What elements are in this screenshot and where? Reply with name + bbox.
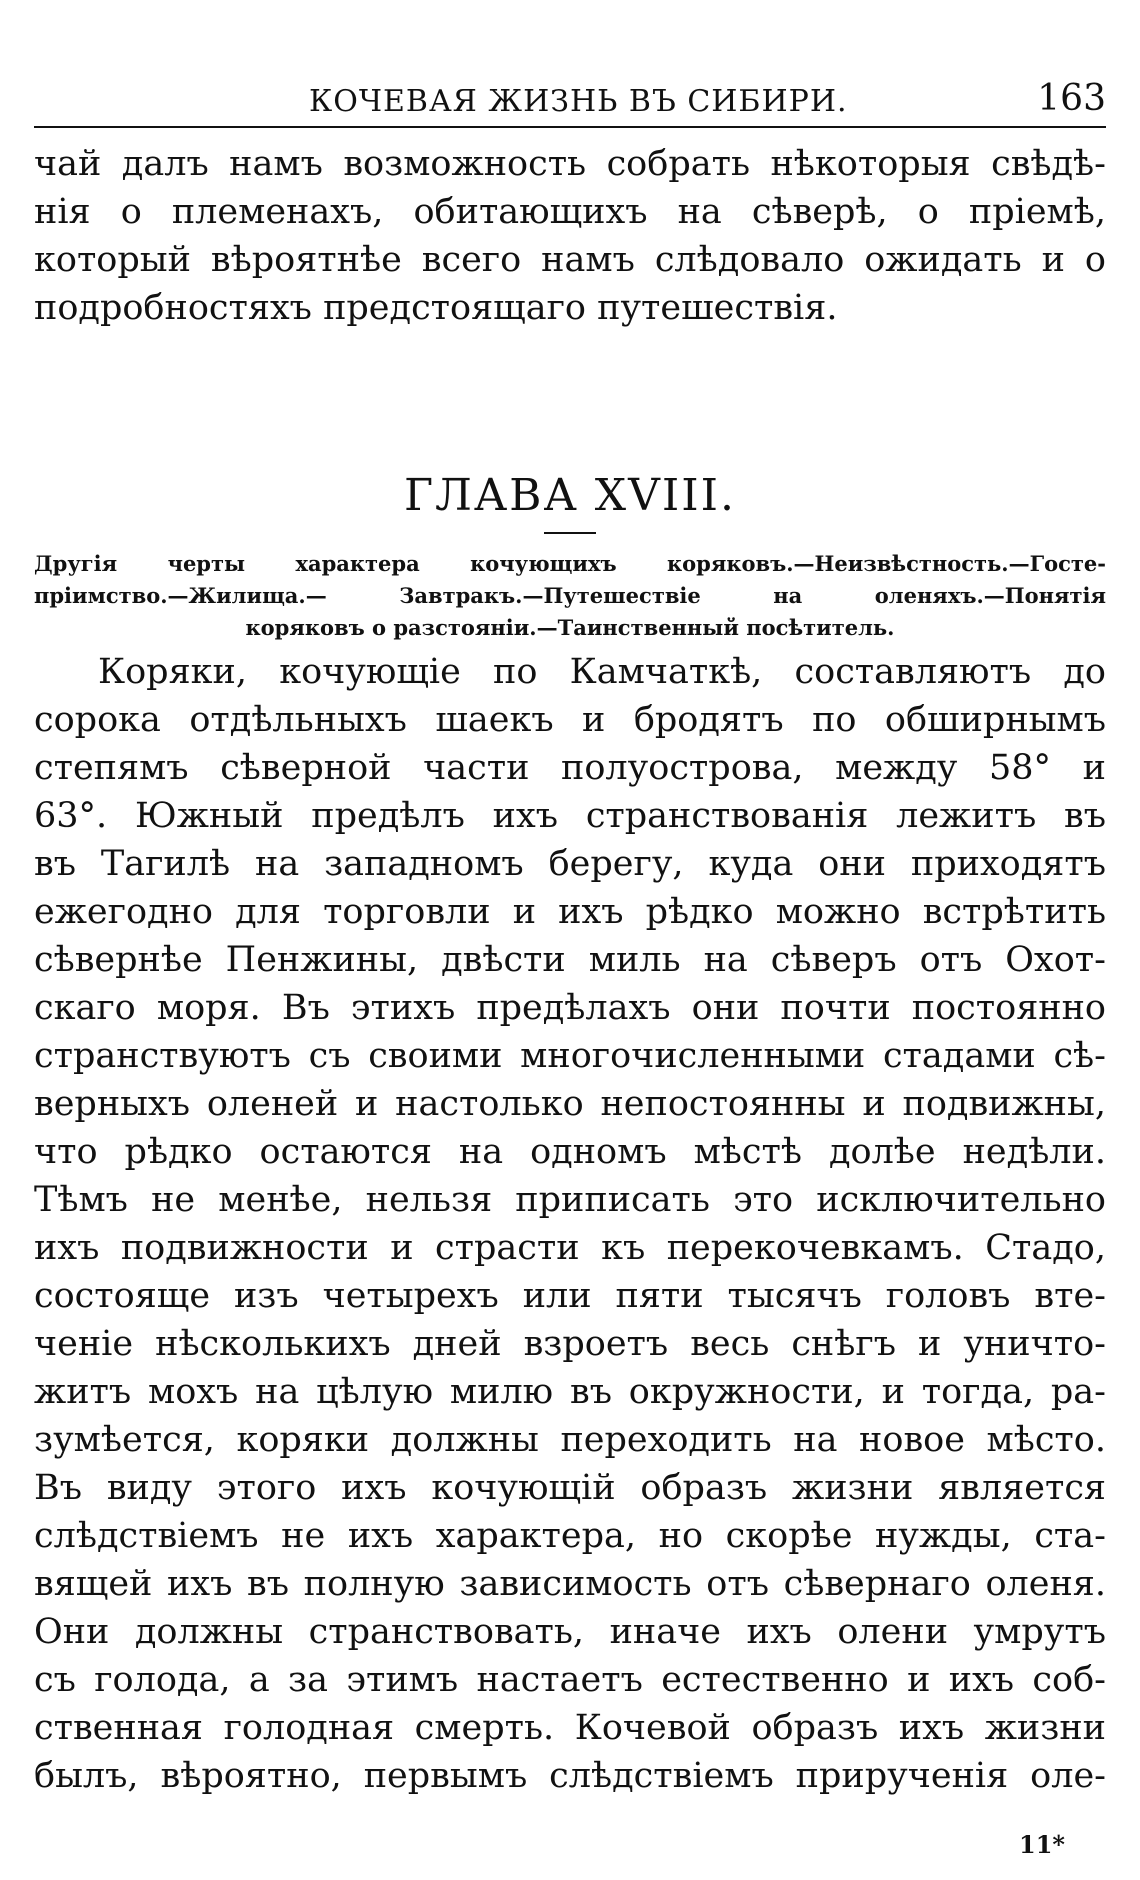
text-line: былъ, вѣроятно, первымъ слѣдствіемъ прирученія оле- xyxy=(34,1756,1106,1796)
running-head xyxy=(34,70,1106,128)
text-line: что рѣдко остаются на одномъ мѣстѣ долѣе недѣли. xyxy=(34,1132,1106,1172)
text-line: ежегодно для торговли и ихъ рѣдко можно встрѣтить xyxy=(34,892,1106,932)
text-line: странствуютъ съ своими многочисленными стадами сѣ- xyxy=(34,1036,1106,1076)
text-line: Они должны странствовать, иначе ихъ олени умрутъ xyxy=(34,1612,1106,1652)
text-line: сорока отдѣльныхъ шаекъ и бродятъ по обширнымъ xyxy=(34,700,1106,740)
summary-line: Другія черты характера кочующихъ коряковъ.—Неизвѣстность.—Госте- xyxy=(34,551,1106,576)
text-line: ственная голодная смерть. Кочевой образъ ихъ жизни xyxy=(34,1708,1106,1748)
text-line: сѣвернѣе Пенжины, двѣсти миль на сѣверъ отъ Охот- xyxy=(34,940,1106,980)
text-line: съ голода, а за этимъ настаетъ естественно и ихъ соб- xyxy=(34,1660,1106,1700)
summary-line: пріимство.—Жилища.— Завтракъ.—Путешествіе на оленяхъ.—Понятія xyxy=(34,583,1106,608)
summary-line: коряковъ о разстояніи.—Таинственный посѣтитель. xyxy=(245,615,895,640)
chapter-title: ГЛАВА XVIII. xyxy=(403,470,737,521)
text-line: чай далъ намъ возможность собрать нѣкоторыя свѣдѣ- xyxy=(34,144,1106,184)
text-line: степямъ сѣверной части полуострова, между 58° и xyxy=(34,748,1106,788)
body-paragraph xyxy=(34,648,1106,1800)
signature-mark: 11* xyxy=(1019,1830,1065,1859)
book-page xyxy=(34,0,1106,1880)
text-line: скаго моря. Въ этихъ предѣлахъ они почти постоянно xyxy=(34,988,1106,1028)
text-line: житъ мохъ на цѣлую милю въ окружности, и тогда, ра- xyxy=(34,1372,1106,1412)
text-line: состояще изъ четырехъ или пяти тысячъ головъ вте- xyxy=(34,1276,1106,1316)
text-line: слѣдствіемъ не ихъ характера, но скорѣе нужды, ста- xyxy=(34,1516,1106,1556)
text-line: нія о племенахъ, обитающихъ на сѣверѣ, о пріемѣ, xyxy=(34,192,1106,232)
continuation-paragraph xyxy=(34,140,1106,332)
text-line: Тѣмъ не менѣе, нельзя приписать это исключительно xyxy=(34,1180,1106,1220)
page-number: 163 xyxy=(1037,78,1106,119)
text-line: зумѣется, коряки должны переходить на новое мѣсто. xyxy=(34,1420,1106,1460)
text-line: верныхъ оленей и настолько непостоянны и подвижны, xyxy=(34,1084,1106,1124)
text-line: который вѣроятнѣе всего намъ слѣдовало ожидать и о xyxy=(34,240,1106,280)
running-title: КОЧЕВАЯ ЖИЗНЬ ВЪ СИБИРИ. xyxy=(309,84,848,119)
chapter-divider xyxy=(544,532,596,534)
text-line: вящей ихъ въ полную зависимость отъ сѣвернаго оленя. xyxy=(34,1564,1106,1604)
chapter-summary xyxy=(34,548,1106,644)
text-line: подробностяхъ предстоящаго путешествія. xyxy=(34,288,838,328)
text-line: ченіе нѣсколькихъ дней взроетъ весь снѣгъ и уничто- xyxy=(34,1324,1106,1364)
text-line: Въ виду этого ихъ кочующій образъ жизни является xyxy=(34,1468,1106,1508)
text-line: въ Тагилѣ на западномъ берегу, куда они приходятъ xyxy=(34,844,1106,884)
text-line: Коряки, кочующіе по Камчаткѣ, составляютъ до xyxy=(98,652,1106,692)
text-line: 63°. Южный предѣлъ ихъ странствованія лежитъ въ xyxy=(34,796,1106,836)
text-line: ихъ подвижности и страсти къ перекочевкамъ. Стадо, xyxy=(34,1228,1106,1268)
